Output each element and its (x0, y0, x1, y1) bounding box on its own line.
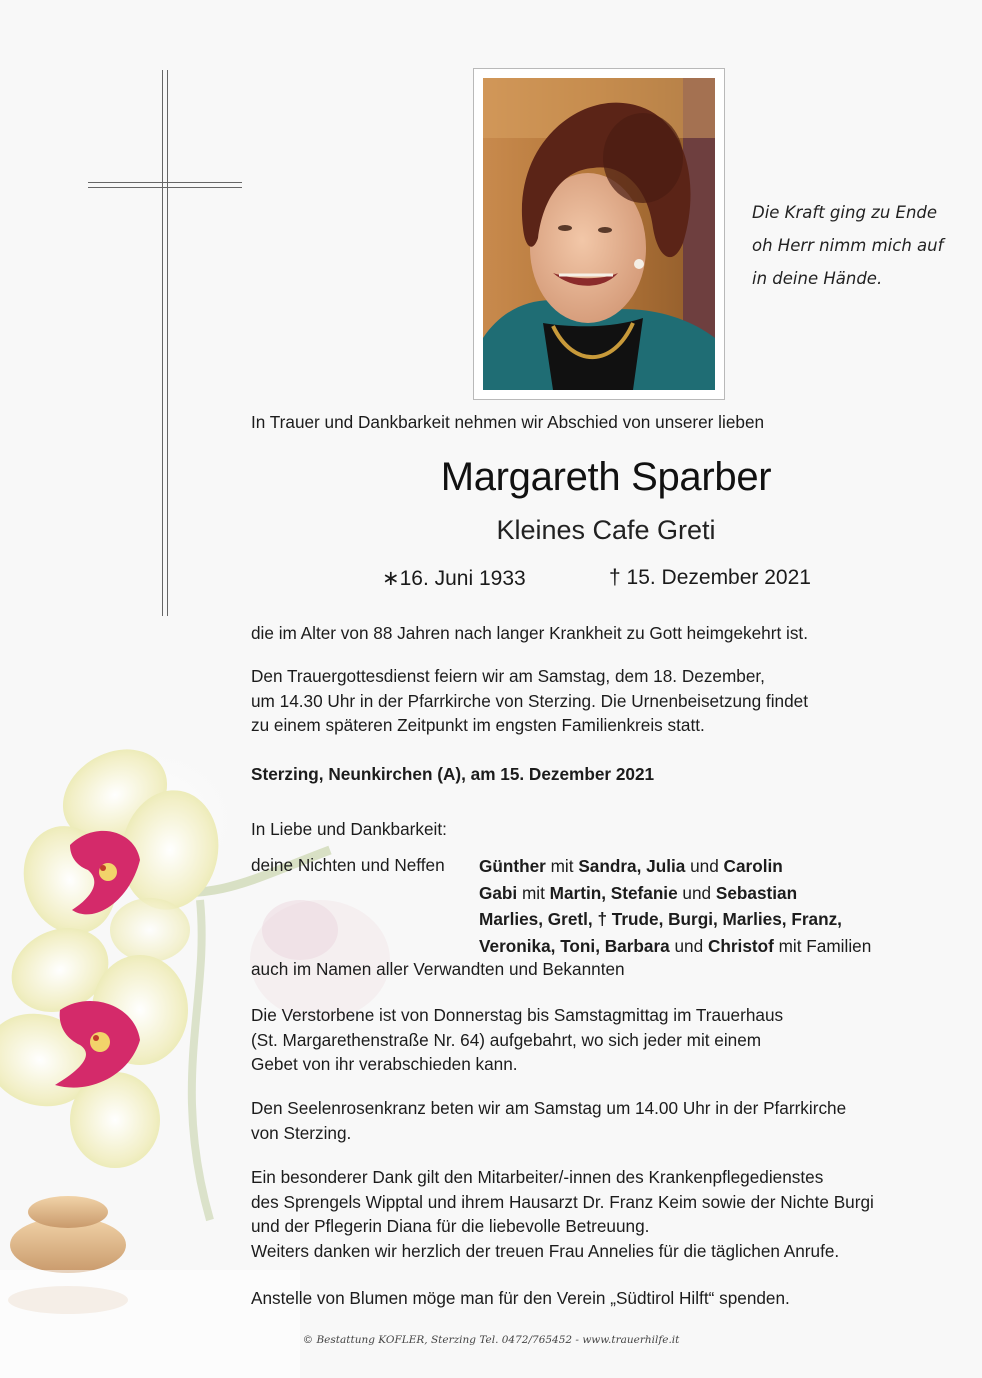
relatives-intro: deine Nichten und Neffen (251, 855, 445, 875)
family-name: Gabi (479, 882, 518, 903)
family-connector: mit (545, 856, 579, 876)
birth-date: ∗16. Juni 1933 (382, 567, 526, 590)
intro-text: In Trauer und Dankbarkeit nehmen wir Abschied von unserer lieben (251, 412, 765, 432)
deceased-nickname: Kleines Cafe Greti (496, 515, 716, 545)
portrait-frame (473, 68, 725, 400)
family-list (479, 853, 871, 959)
paragraph-line: zu einem späteren Zeitpunkt im engsten Familienkreis statt. (251, 715, 705, 736)
family-name: Veronika, Toni, Barbara (479, 935, 670, 956)
cross-symbol (88, 70, 242, 616)
family-name: Sebastian (715, 882, 798, 903)
verse-line: Die Kraft ging zu Ende (752, 203, 938, 222)
laid-out-paragraph (251, 1003, 783, 1077)
verse-line: in deine Hände. (752, 269, 883, 288)
paragraph-line: Ein besonderer Dank gilt den Mitarbeiter/-innen des Krankenpflegedienstes (251, 1167, 824, 1187)
paragraph-line: des Sprengels Wipptal und ihrem Hausarzt Dr. Franz Keim sowie der Nichte Burgi (251, 1191, 874, 1212)
thanks-paragraph (251, 1165, 874, 1263)
family-name: Christof (707, 935, 774, 956)
family-connector: und (669, 935, 708, 956)
age-paragraph: die im Alter von 88 Jahren nach langer Krankheit zu Gott heimgekehrt ist. (251, 623, 808, 643)
service-paragraph (251, 664, 808, 738)
family-line (479, 933, 871, 960)
family-connector: und (677, 882, 716, 903)
verse-line: oh Herr nimm mich auf (752, 236, 944, 255)
flowers-paragraph: Anstelle von Blumen möge man für den Verein „Südtirol Hilft“ spenden. (251, 1288, 790, 1308)
family-connector: mit (517, 882, 550, 903)
paragraph-line: Die Verstorbene ist von Donnerstag bis Samstagmittag im Trauerhaus (251, 1005, 784, 1025)
paragraph-line: von Sterzing. (251, 1122, 352, 1143)
rosary-paragraph (251, 1096, 846, 1145)
portrait-photo (483, 78, 715, 390)
paragraph-line: und der Pflegerin Diana für die liebevolle Betreuung. (251, 1216, 650, 1237)
paragraph-line: um 14.30 Uhr in der Pfarrkirche von Sterzing. Die Urnenbeisetzung findet (251, 690, 808, 711)
paragraph-line: Den Trauergottesdienst feiern wir am Samstag, dem 18. Dezember, (251, 666, 765, 686)
family-line (479, 853, 871, 880)
family-name: Marlies, Gretl, † Trude, Burgi, Marlies, Franz, (479, 909, 842, 929)
in-love-heading: In Liebe und Dankbarkeit: (251, 819, 447, 839)
family-connector: mit Familien (773, 935, 872, 956)
family-line (479, 906, 871, 933)
relatives-outro: auch im Namen aller Verwandten und Bekannten (251, 959, 625, 979)
family-line (479, 880, 871, 907)
family-name: Günther (479, 856, 546, 876)
paragraph-line: Den Seelenrosenkranz beten wir am Samstag um 14.00 Uhr in der Pfarrkirche (251, 1098, 847, 1118)
family-name: Sandra, Julia (578, 856, 686, 876)
family-connector: und (685, 856, 724, 876)
footer-credit: © Bestattung KOFLER, Sterzing Tel. 0472/765452 - www.trauerhilfe.it (302, 1334, 680, 1346)
deceased-name: Margareth Sparber (440, 455, 772, 499)
paragraph-line: (St. Margarethenstraße Nr. 64) aufgebahrt, wo sich jeder mit einem (251, 1029, 762, 1050)
family-name: Carolin (723, 856, 783, 876)
place-and-date: Sterzing, Neunkirchen (A), am 15. Dezember 2021 (251, 764, 655, 784)
memorial-verse (752, 196, 972, 295)
paragraph-line: Weiters danken wir herzlich der treuen Frau Annelies für die täglichen Anrufe. (251, 1240, 840, 1261)
family-name: Martin, Stefanie (549, 882, 678, 903)
paragraph-line: Gebet von ihr verabschieden kann. (251, 1054, 518, 1075)
death-date: † 15. Dezember 2021 (609, 566, 811, 589)
